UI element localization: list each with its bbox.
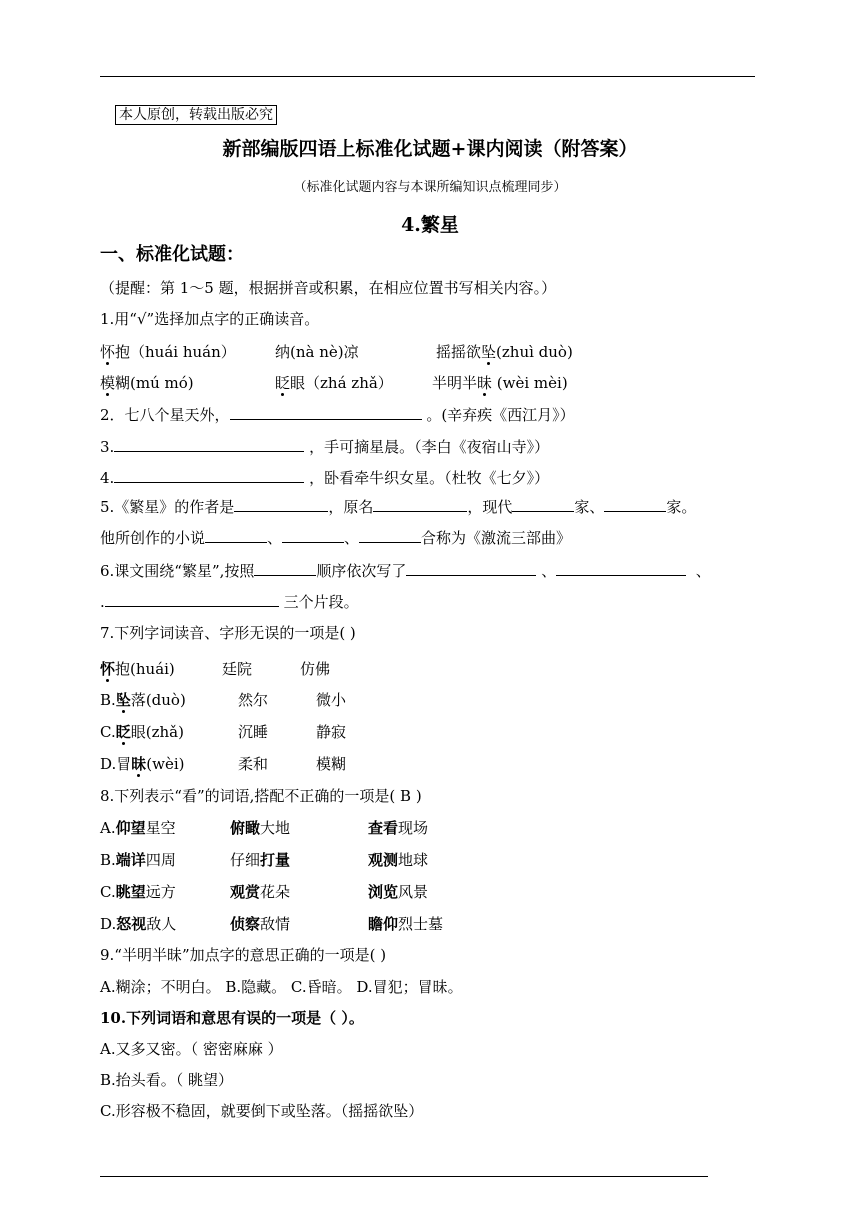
q8-word: 仔细打量	[230, 851, 291, 869]
answer-blank[interactable]	[230, 405, 422, 420]
answer-blank[interactable]	[105, 592, 279, 607]
q8-word: 瞻仰烈士墓	[368, 915, 444, 933]
q4-line: 4. ，卧看牵牛织女星。（杜牧《七夕》）	[100, 469, 550, 487]
q8-word: 俯瞰大地	[230, 819, 291, 837]
header-rule	[100, 76, 755, 77]
q7-option: D.冒昧(wèi)	[100, 755, 185, 773]
answer-blank[interactable]	[512, 497, 574, 512]
q7-word: 模糊	[316, 755, 347, 773]
q1-item: 眨眼（zhá zhǎ）	[275, 374, 393, 392]
q7-word: 然尔	[238, 691, 269, 709]
answer-blank[interactable]	[556, 561, 686, 576]
q8-word: 侦察敌情	[230, 915, 291, 933]
q1-item: 怀抱（huái huán）	[100, 343, 236, 361]
q7-word: 廷院	[222, 660, 253, 678]
q7-word: 静寂	[316, 723, 347, 741]
answer-blank[interactable]	[359, 528, 421, 543]
q9-stem: 9.“半明半昧”加点字的意思正确的一项是( )	[100, 946, 387, 964]
answer-blank[interactable]	[604, 497, 666, 512]
q3-line: 3. ，手可摘星晨。（李白《夜宿山寺》）	[100, 438, 550, 456]
answer-blank[interactable]	[282, 528, 344, 543]
q2-line: 2．七八个星天外， 。(辛弃疾《西江月》）	[100, 406, 575, 424]
answer-blank[interactable]	[114, 468, 304, 483]
q1-item: 半明半昧 (wèi mèi)	[432, 374, 568, 392]
q7-stem: 7.下列字词读音、字形无误的一项是( )	[100, 624, 356, 642]
q7-word: 仿佛	[300, 660, 331, 678]
q8-word: 观测地球	[368, 851, 429, 869]
q8-word: 浏览风景	[368, 883, 429, 901]
q1-item: 摇摇欲坠(zhuì duò)	[436, 343, 573, 361]
answer-blank[interactable]	[254, 561, 316, 576]
document-title: 新部编版四语上标准化试题+课内阅读（附答案）	[222, 138, 638, 160]
answer-blank[interactable]	[205, 528, 267, 543]
q10-option-c: C.形容极不稳固，就要倒下或坠落。（摇摇欲坠）	[100, 1102, 424, 1120]
q1-item: 纳(nà nè)凉	[275, 343, 359, 361]
q5-line2: 他所创作的小说 、 、 合称为《激流三部曲》	[100, 529, 572, 547]
q7-word: 柔和	[238, 755, 269, 773]
q8-option: C.眺望远方	[100, 883, 176, 901]
q9-options: A.糊涂；不明白。 B.隐藏。 C.昏暗。 D.冒犯；冒昧。	[100, 978, 463, 996]
q10-option-a: A.又多又密。（ 密密麻麻 ）	[100, 1040, 283, 1058]
q7-option: B.坠落(duò)	[100, 691, 186, 709]
q1-stem: 1.用“√”选择加点字的正确读音。	[100, 310, 320, 328]
section-heading: 一、标准化试题：	[100, 244, 244, 265]
q7-option: C.眨眼(zhǎ)	[100, 723, 184, 741]
answer-blank[interactable]	[373, 497, 467, 512]
q8-word: 观赏花朵	[230, 883, 291, 901]
q5-line1: 5.《繁星》的作者是 ，原名 ，现代 家、 家。	[100, 498, 697, 516]
q8-option: A.仰望星空	[100, 819, 176, 837]
q7-word: 微小	[316, 691, 347, 709]
q8-word: 查看现场	[368, 819, 429, 837]
q8-option: B.端详四周	[100, 851, 176, 869]
q1-item: 模糊(mú mó)	[100, 374, 194, 392]
q8-stem: 8.下列表示“看”的词语,搭配不正确的一项是( B )	[100, 787, 422, 805]
footer-rule	[100, 1176, 708, 1177]
q6-line1: 6.课文围绕“繁星”,按照 顺序依次写了 、 、	[100, 562, 711, 580]
q7-option: 怀抱(huái)	[100, 660, 175, 678]
reminder-text: （提醒：第 1～5 题，根据拼音或积累，在相应位置书写相关内容。）	[100, 279, 557, 297]
q7-word: 沉睡	[238, 723, 269, 741]
q10-option-b: B.抬头看。（ 眺望）	[100, 1071, 234, 1089]
answer-blank[interactable]	[234, 497, 328, 512]
document-subtitle: （标准化试题内容与本课所编知识点梳理同步）	[293, 180, 567, 195]
answer-blank[interactable]	[406, 561, 536, 576]
q10-stem: 10.下列词语和意思有误的一项是（ ）。	[100, 1009, 364, 1027]
q8-option: D.怒视敌人	[100, 915, 177, 933]
lesson-title: 4.繁星	[401, 214, 459, 236]
q6-line2: . 三个片段。	[100, 593, 359, 611]
copyright-stamp: 本人原创，转载出版必究	[115, 105, 277, 125]
answer-blank[interactable]	[114, 437, 304, 452]
